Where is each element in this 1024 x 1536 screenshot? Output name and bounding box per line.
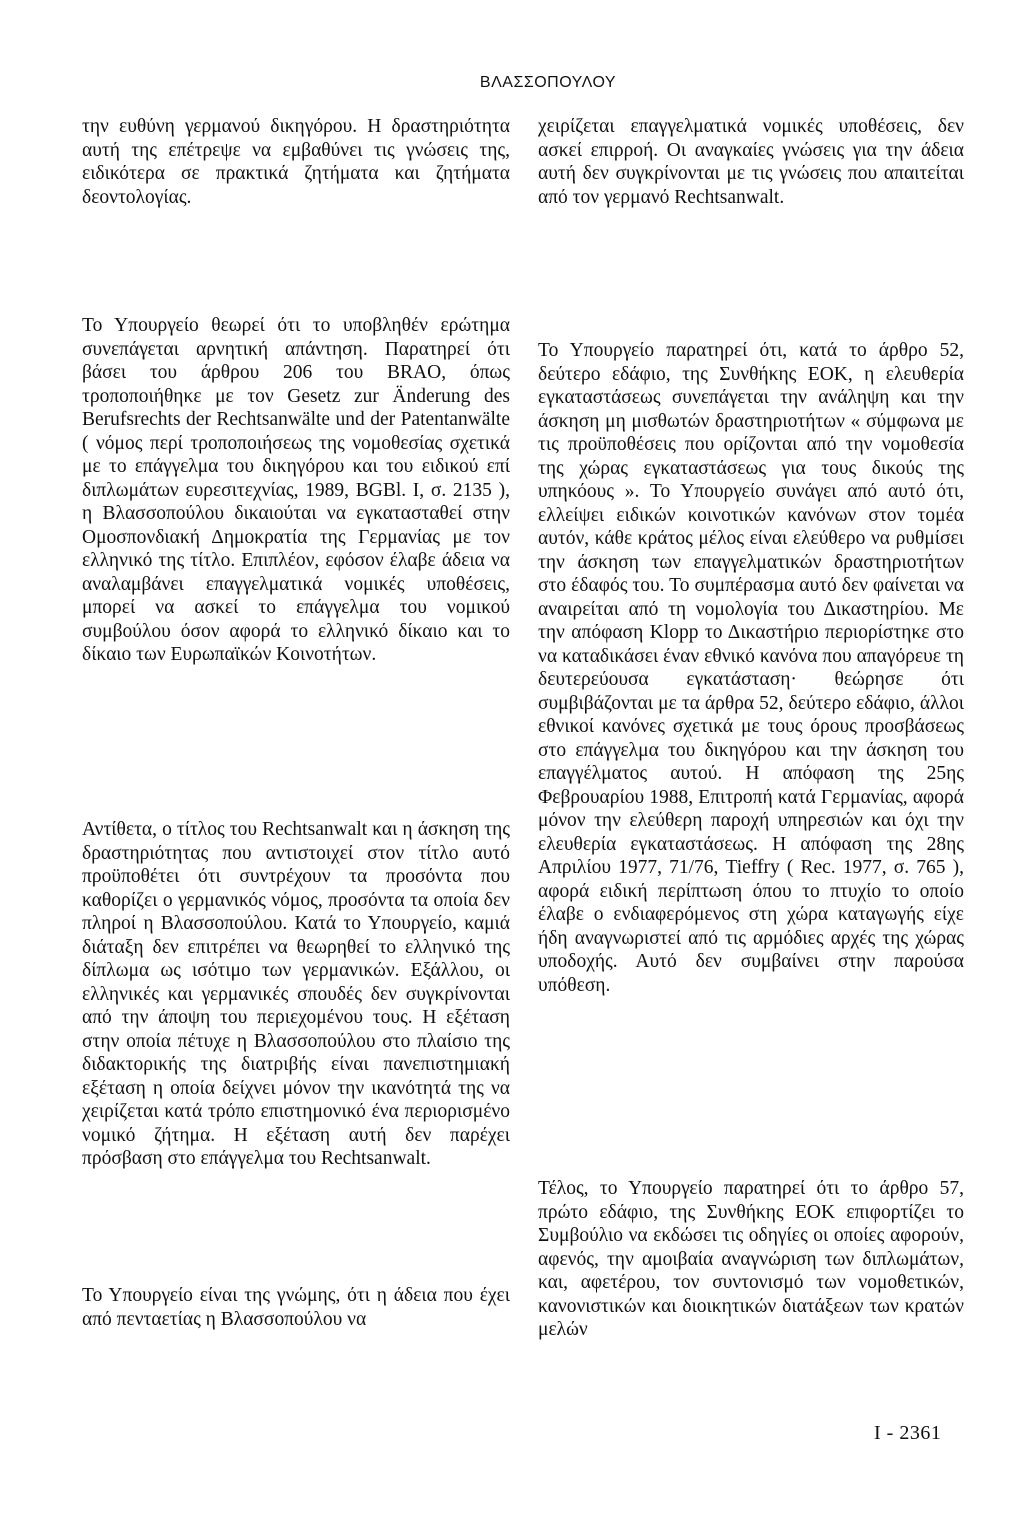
left-paragraph-1: την ευθύνη γερμανού δικηγόρου. Η δραστηριότητα αυτή της επέτρεψε να εμβαθύνει τις γνώσεις της, ειδικότερα σε πρακτικά ζητήματα και ζητήματα δεοντολογίας.	[82, 116, 510, 208]
right-paragraph-1: χειρίζεται επαγγελματικά νομικές υποθέσεις, δεν ασκεί επιρροή. Οι αναγκαίες γνώσεις για την άδεια αυτή δεν συγκρίνονται με τις γνώσεις που απαιτείται από τον γερμανό Rechtsanwalt.	[538, 116, 964, 208]
page-number: I - 2361	[874, 1422, 942, 1444]
running-header: ΒΛΑΣΣΟΠΟΥΛΟΥ	[479, 74, 617, 91]
left-paragraph-4: Το Υπουργείο είναι της γνώμης, ότι η άδεια που έχει από πενταετίας η Βλασσοπούλου να	[82, 1285, 510, 1330]
right-paragraph-3: Τέλος, το Υπουργείο παρατηρεί ότι το άρθρο 57, πρώτο εδάφιο, της Συνθήκης ΕΟΚ επιφορτίζει το Συμβούλιο να εκδώσει τις οδηγίες οι οποίες αφορούν, αφενός, την αμοιβαία αναγνώριση των διπλωμάτων, και, αφετέρου, τον συντονισμό των νομοθετικών, κανονιστικών και διοικητικών διατάξεων των κρατών μελών	[538, 1178, 964, 1340]
right-paragraph-2: Το Υπουργείο παρατηρεί ότι, κατά το άρθρο 52, δεύτερο εδάφιο, της Συνθήκης ΕΟΚ, η ελευθερία εγκαταστάσεως συνεπάγεται την ανάληψη και την άσκηση μη μισθωτών δραστηριοτήτων « σύμφωνα με τις προϋποθέσεις που ορίζονται από την νομοθεσία της χώρας εγκαταστάσεως για τους δικούς της υπηκόους ». Το Υπουργείο συνάγει από αυτό ότι, ελλείψει ειδικών κοινοτικών κανόνων στον τομέα αυτόν, κάθε κράτος μέλος είναι ελεύθερο να ρυθμίσει την άσκηση των επαγγελματικών δραστηριοτήτων στο έδαφός του. Το συμπέρασμα αυτό δεν φαίνεται να αναιρείται από τη νομολογία του Δικαστηρίου. Με την απόφαση Klopp το Δικαστήριο περιορίστηκε στο να καταδικάσει έναν εθνικό κανόνα που απαγόρευε τη δευτερεύουσα εγκατάσταση· θεώρησε ότι συμβιβάζονται με τα άρθρα 52, δεύτερο εδάφιο, άλλοι εθνικοί κανόνες σχετικά με τους όρους προσβάσεως στο επάγγελμα του δικηγόρου και την άσκηση του επαγγέλματος αυτού. Η απόφαση της 25ης Φεβρουαρίου 1988, Επιτροπή κατά Γερμανίας, αφορά μόνον την ελεύθερη παροχή υπηρεσιών και όχι την ελευθερία εγκαταστάσεως. Η απόφαση της 28ης Απριλίου 1977, 71/76, Tieffry ( Rec. 1977, σ. 765 ), αφορά ειδική περίπτωση όπου το πτυχίο το οποίο έλαβε ο ενδιαφερόμενος στη χώρα καταγωγής είχε ήδη αναγνωριστεί από τις αρμόδιες αρχές της χώρας υποδοχής. Αυτό δεν συμβαίνει στην παρούσα υπόθεση.	[538, 340, 964, 996]
left-paragraph-3: Αντίθετα, ο τίτλος του Rechtsanwalt και η άσκηση της δραστηριότητας που αντιστοιχεί στον τίτλο αυτό προϋποθέτει ότι συντρέχουν τα προσόντα που καθορίζει ο γερμανικός νόμος, προσόντα τα οποία δεν πληροί η Βλασσοπούλου. Κατά το Υπουργείο, καμιά διάταξη δεν επιτρέπει να θεωρηθεί το ελληνικό της δίπλωμα ως ισότιμο των γερμανικών. Εξάλλου, οι ελληνικές και γερμανικές σπουδές δεν συγκρίνονται από την άποψη του περιεχομένου τους. Η εξέταση στην οποία πέτυχε η Βλασσοπούλου στο πλαίσιο της διδακτορικής της διατριβής είναι πανεπιστημιακή εξέταση η οποία δείχνει μόνον την ικανότητά της να χειρίζεται κατά τρόπο επιστημονικό ένα περιορισμένο νομικό ζήτημα. Η εξέταση αυτή δεν παρέχει πρόσβαση στο επάγγελμα του Rechtsanwalt.	[82, 819, 510, 1169]
left-paragraph-2: Το Υπουργείο θεωρεί ότι το υποβληθέν ερώτημα συνεπάγεται αρνητική απάντηση. Παρατηρεί ότι βάσει του άρθρου 206 του BRAO, όπως τροποποιήθηκε με τον Gesetz zur Änderung des Berufsrechts der Rechtsanwälte und der Patentanwälte ( νόμος περί τροποποιήσεως της νομοθεσίας σχετικά με το επάγγελμα του δικηγόρου και του ειδικού επί διπλωμάτων ευρεσιτεχνίας, 1989, BGBl. I, σ. 2135 ), η Βλασσοπούλου δικαιούται να εγκατασταθεί στην Ομοσπονδιακή Δημοκρατία της Γερμανίας με τον ελληνικό της τίτλο. Επιπλέον, εφόσον έλαβε άδεια να αναλαμβάνει επαγγελματικά νομικές υποθέσεις, μπορεί να ασκεί το επάγγελμα του νομικού συμβούλου όσον αφορά το ελληνικό δίκαιο και το δίκαιο των Ευρωπαϊκών Κοινοτήτων.	[82, 315, 510, 665]
